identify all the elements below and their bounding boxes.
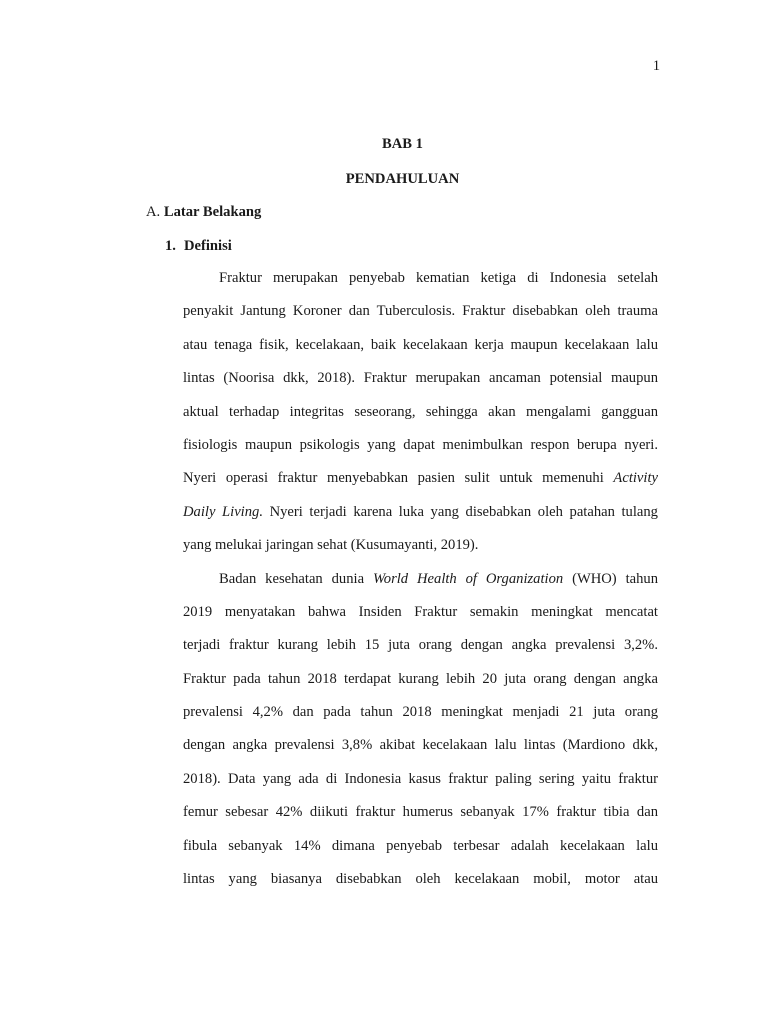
- text-segment: yang melukai jaringan sehat (Kusumayanti, 2019).: [183, 537, 479, 554]
- paragraph-line: [183, 496, 658, 529]
- paragraph-line: [183, 796, 658, 829]
- subsection-number: 1.: [165, 238, 176, 254]
- text-segment: fisiologis maupun psikologis yang dapat menimbulkan respon berupa nyeri.: [183, 436, 658, 453]
- text-segment: Badan kesehatan dunia: [219, 570, 373, 587]
- italic-text: Activity: [613, 470, 658, 487]
- text-segment: 2019 menyatakan bahwa Insiden Fraktur semakin meningkat mencatat: [183, 603, 658, 620]
- paragraph-line: [183, 329, 658, 362]
- paragraph-line: [183, 295, 658, 328]
- paragraph-line: [183, 362, 658, 395]
- text-segment: atau tenaga fisik, kecelakaan, baik kecelakaan kerja maupun kecelakaan lalu: [183, 336, 658, 353]
- text-segment: 2018). Data yang ada di Indonesia kasus fraktur paling sering yaitu fraktur: [183, 770, 658, 787]
- italic-text: World Health of Organization: [372, 570, 564, 587]
- paragraph-line: [183, 663, 658, 696]
- paragraph-line: [183, 596, 658, 629]
- paragraph-line: [183, 763, 658, 796]
- paragraph-line: [183, 529, 658, 562]
- text-segment: Fraktur pada tahun 2018 terdapat kurang lebih 20 juta orang dengan angka: [183, 670, 658, 687]
- page-number: 1: [652, 58, 660, 74]
- paragraph-line: [183, 262, 658, 295]
- chapter-subtitle: PENDAHULUAN: [345, 171, 460, 187]
- text-segment: (WHO) tahun: [563, 570, 658, 587]
- text-segment: penyakit Jantung Koroner dan Tuberculosis. Fraktur disebabkan oleh trauma: [183, 303, 658, 320]
- section-marker: A.: [146, 204, 161, 220]
- subsection-heading: [165, 238, 232, 255]
- text-segment: fibula sebanyak 14% dimana penyebab terbesar adalah kecelakaan lalu: [183, 837, 658, 854]
- subsection-title: Definisi: [184, 238, 232, 254]
- text-segment: dengan angka prevalensi 3,8% akibat kecelakaan lalu lintas (Mardiono dkk,: [183, 737, 658, 754]
- paragraph-line: [183, 830, 658, 863]
- body-text: [183, 262, 658, 896]
- text-segment: Nyeri operasi fraktur menyebabkan pasien sulit untuk memenuhi: [183, 470, 614, 487]
- paragraph-line: [183, 563, 658, 596]
- text-segment: lintas (Noorisa dkk, 2018). Fraktur merupakan ancaman potensial maupun: [183, 370, 658, 387]
- paragraph-line: [183, 729, 658, 762]
- paragraph-line: [183, 696, 658, 729]
- text-segment: Nyeri terjadi karena luka yang disebabkan oleh patahan tulang: [262, 503, 658, 520]
- text-segment: terjadi fraktur kurang lebih 15 juta orang dengan angka prevalensi 3,2%.: [183, 637, 658, 654]
- chapter-title: BAB 1: [382, 136, 423, 152]
- text-segment: lintas yang biasanya disebabkan oleh kecelakaan mobil, motor atau: [183, 871, 658, 888]
- paragraph-line: [183, 396, 658, 429]
- section-heading: [146, 204, 261, 221]
- paragraph-line: [183, 462, 658, 495]
- text-segment: Fraktur merupakan penyebab kematian ketiga di Indonesia setelah: [219, 270, 658, 286]
- text-segment: prevalensi 4,2% dan pada tahun 2018 meningkat menjadi 21 juta orang: [183, 704, 658, 721]
- italic-text: Daily Living.: [183, 503, 263, 520]
- section-title: Latar Belakang: [163, 204, 262, 220]
- text-segment: aktual terhadap integritas seseorang, sehingga akan mengalami gangguan: [183, 403, 658, 420]
- paragraph-line: [183, 629, 658, 662]
- paragraph-line: [183, 429, 658, 462]
- text-segment: femur sebesar 42% diikuti fraktur humerus sebanyak 17% fraktur tibia dan: [183, 804, 658, 821]
- paragraph-line: [183, 863, 658, 896]
